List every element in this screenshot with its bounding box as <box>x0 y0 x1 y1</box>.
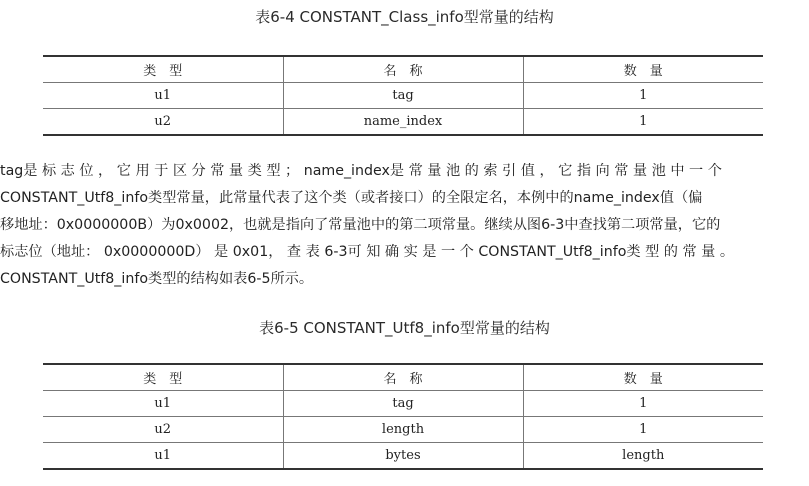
body-paragraph <box>0 158 809 293</box>
paragraph-line: 移地址：0x0000000B）为0x0002，也就是指向了常量池中的第二项常量。继续从图6-3中查找第二项常量，它的 <box>0 217 721 233</box>
table-row <box>43 83 763 109</box>
cell-count: 1 <box>523 391 763 417</box>
table-header-row <box>43 364 763 391</box>
cell-name: length <box>283 417 523 443</box>
table-header-row <box>43 56 763 83</box>
cell-name: bytes <box>283 443 523 470</box>
column-header-count: 数 量 <box>523 56 763 83</box>
cell-name: tag <box>283 83 523 109</box>
cell-name: tag <box>283 391 523 417</box>
table-caption-6-5: 表6-5 CONSTANT_Utf8_info型常量的结构 <box>259 319 550 337</box>
constant-class-info-table <box>43 55 763 136</box>
column-header-count: 数 量 <box>523 364 763 391</box>
table-row <box>43 391 763 417</box>
column-header-name: 名 称 <box>283 364 523 391</box>
cell-name: name_index <box>283 109 523 136</box>
constant-utf8-info-table <box>43 363 763 470</box>
cell-type: u1 <box>43 443 283 470</box>
cell-type: u1 <box>43 391 283 417</box>
cell-type: u2 <box>43 109 283 136</box>
cell-type: u1 <box>43 83 283 109</box>
cell-count: length <box>523 443 763 470</box>
table-row <box>43 417 763 443</box>
table-caption-6-4: 表6-4 CONSTANT_Class_info型常量的结构 <box>255 8 554 26</box>
cell-count: 1 <box>523 417 763 443</box>
table-row <box>43 443 763 470</box>
cell-count: 1 <box>523 83 763 109</box>
paragraph-line: CONSTANT_Utf8_info类型常量，此常量代表了这个类（或者接口）的全限定名，本例中的name_index值（偏 <box>0 190 703 206</box>
paragraph-line: CONSTANT_Utf8_info类型的结构如表6-5所示。 <box>0 271 314 287</box>
cell-count: 1 <box>523 109 763 136</box>
paragraph-line: tag是 标 志 位 ， 它 用 于 区 分 常 量 类 型 ； name_index是 常 量 池 的 索 引 值 ， 它 指 向 常 量 池 中 一 个 <box>0 163 722 179</box>
column-header-type: 类 型 <box>43 364 283 391</box>
column-header-type: 类 型 <box>43 56 283 83</box>
cell-type: u2 <box>43 417 283 443</box>
paragraph-line: 标志位（地址： 0x0000000D） 是 0x01， 查 表 6-3可 知 确 实 是 一 个 CONSTANT_Utf8_info类 型 的 常 量 。 <box>0 244 735 260</box>
table-row <box>43 109 763 136</box>
column-header-name: 名 称 <box>283 56 523 83</box>
